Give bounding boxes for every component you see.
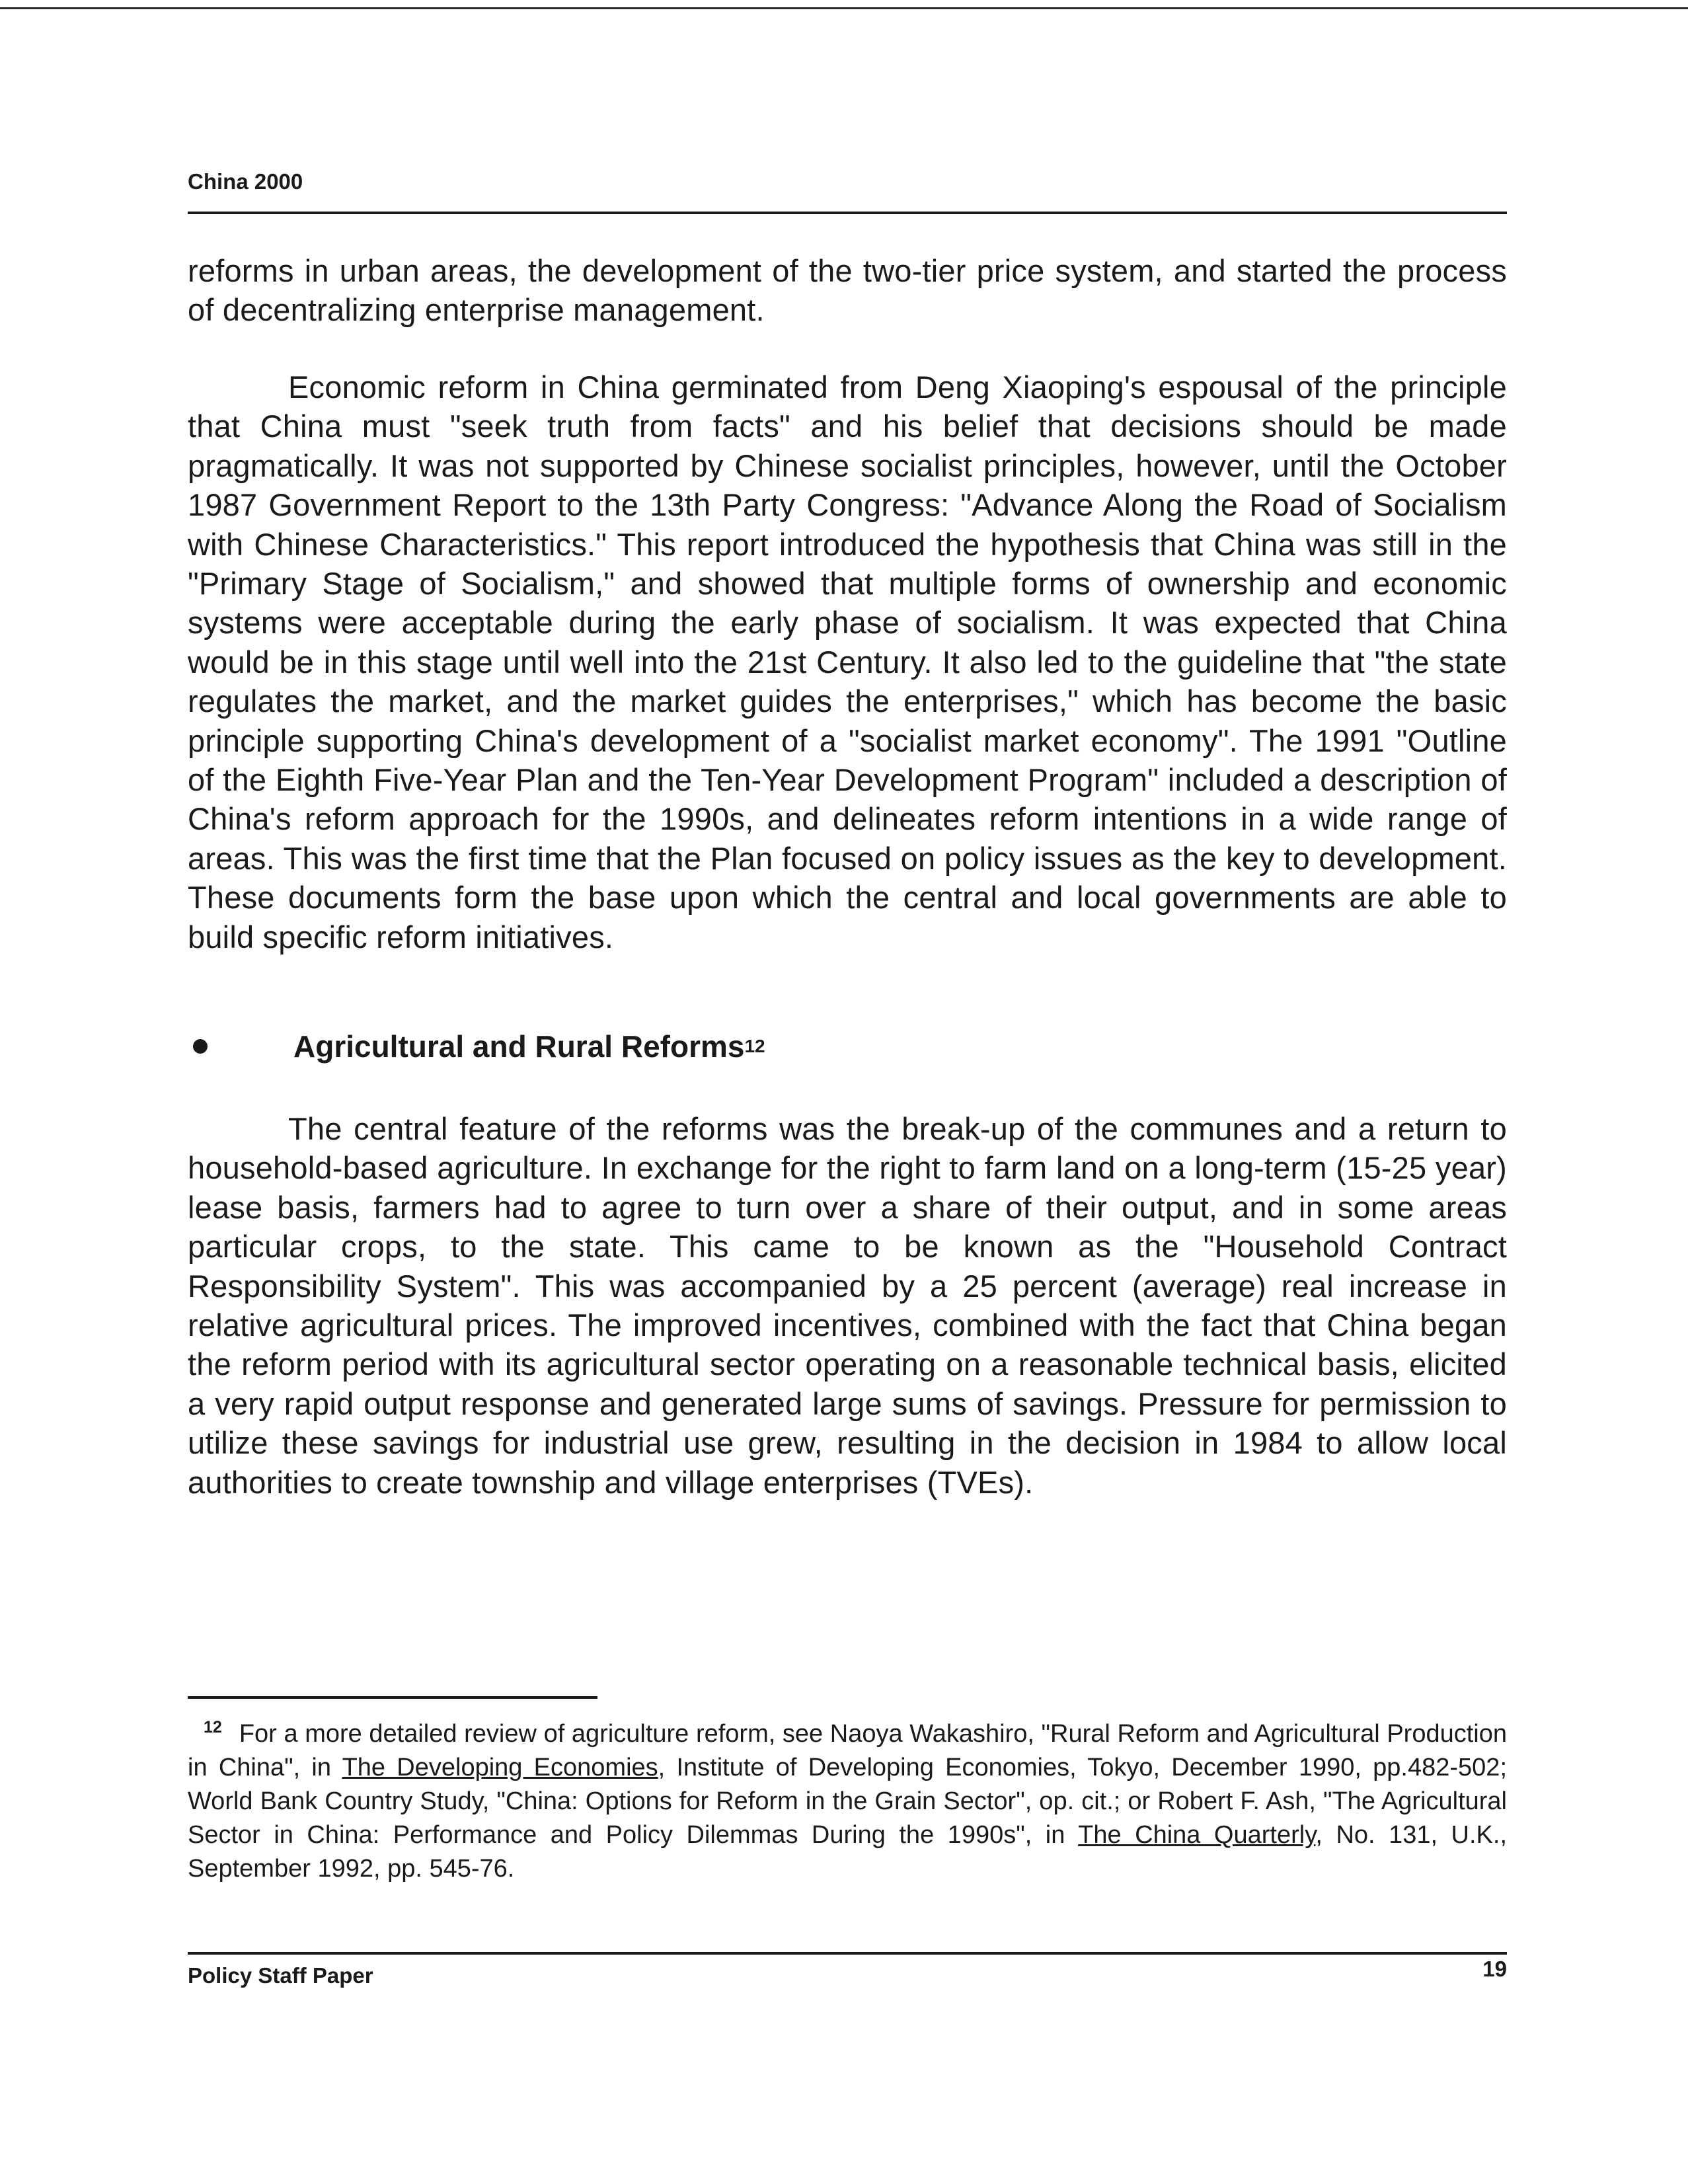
section-heading: Agricultural and Rural Reforms 12 [188, 1029, 1507, 1064]
body-paragraph-economic-reform [188, 368, 1507, 956]
journal-title: The Developing Economies [342, 1754, 658, 1781]
footnote [188, 1717, 1507, 1886]
section-heading-text: Agricultural and Rural Reforms [293, 1029, 745, 1064]
footnote-text: , Institute of Developing Economies, Tokyo, December 1990, pp.482-502; World Bank Country Study, "China: Options for Reform in the Grain Sector", op. cit.; or Robert F. Ash, "The Agricultural Sector in China: Performance and Policy Dilemmas During the 1990s", in [188, 1754, 1508, 1849]
footnote-mark: 12 [204, 1718, 222, 1737]
footnote-text: For a more detailed review of agriculture reform, see Naoya Wakashiro, "Rural Reform and Agricultural Production in China", in [188, 1720, 1507, 1781]
page-number: 19 [1482, 1957, 1507, 1981]
body-paragraph-continued [188, 251, 1507, 330]
footer-publication: Policy Staff Paper [188, 1963, 373, 1988]
paragraph-text: reforms in urban areas, the development of the two-tier price system, and started the process of decentralizing enterprise management. [188, 253, 1507, 328]
body-paragraph-agricultural [188, 1109, 1507, 1502]
footer-rule [188, 1952, 1507, 1955]
paragraph-text: The central feature of the reforms was the break-up of the communes and a return to household-based agriculture. In exchange for the right to farm land on a long-term (15-25 year) lease basis, farmers had to agree to turn over a share of their output, and in some areas particular crops, to the state. This came to be known as the "Household Contract Responsibility System". This was accompanied by a 25 percent (average) real increase in relative agricultural prices. The improved incentives, combined with the fact that China began the reform period with its agricultural sector operating on a reasonable technical basis, elicited a very rapid output response and generated large sums of savings. Pressure for permission to utilize these savings for industrial use grew, resulting in the decision in 1984 to allow local authorities to create township and village enterprises (TVEs). [188, 1111, 1507, 1500]
footnote-separator [188, 1696, 597, 1699]
bullet-icon [193, 1039, 208, 1054]
paragraph-text: Economic reform in China germinated from Deng Xiaoping's espousal of the principle that China must "seek truth from facts" and his belief that decisions should be made pragmatically. It was not supported by Chinese socialist principles, however, until the October 1987 Government Report to the 13th Party Congress: "Advance Along the Road of Socialism with Chinese Characteristics." This report introduced the hypothesis that China was still in the "Primary Stage of Socialism," and showed that multiple forms of ownership and economic systems were acceptable during the early phase of socialism. It was expected that China would be in this stage until well into the 21st Century. It also led to the guideline that "the state regulates the market, and the market guides the enterprises," which has become the basic principle supporting China's development of a "socialist market economy". The 1991 "Outline of the Eighth Five-Year Plan and the Ten-Year Development Program" included a description of China's reform approach for the 1990s, and delineates reform intentions in a wide range of areas. This was the first time that the Plan focused on policy issues as the key to development. These documents form the base upon which the central and local governments are able to build specific reform initiatives. [188, 370, 1507, 955]
header-rule [188, 212, 1507, 214]
journal-title: The China Quarterly [1078, 1821, 1316, 1849]
page-top-edge [0, 0, 1688, 9]
running-title: China 2000 [188, 169, 303, 194]
footnote-text: , No. 131, U.K., September 1992, pp. 545-76. [188, 1821, 1507, 1883]
